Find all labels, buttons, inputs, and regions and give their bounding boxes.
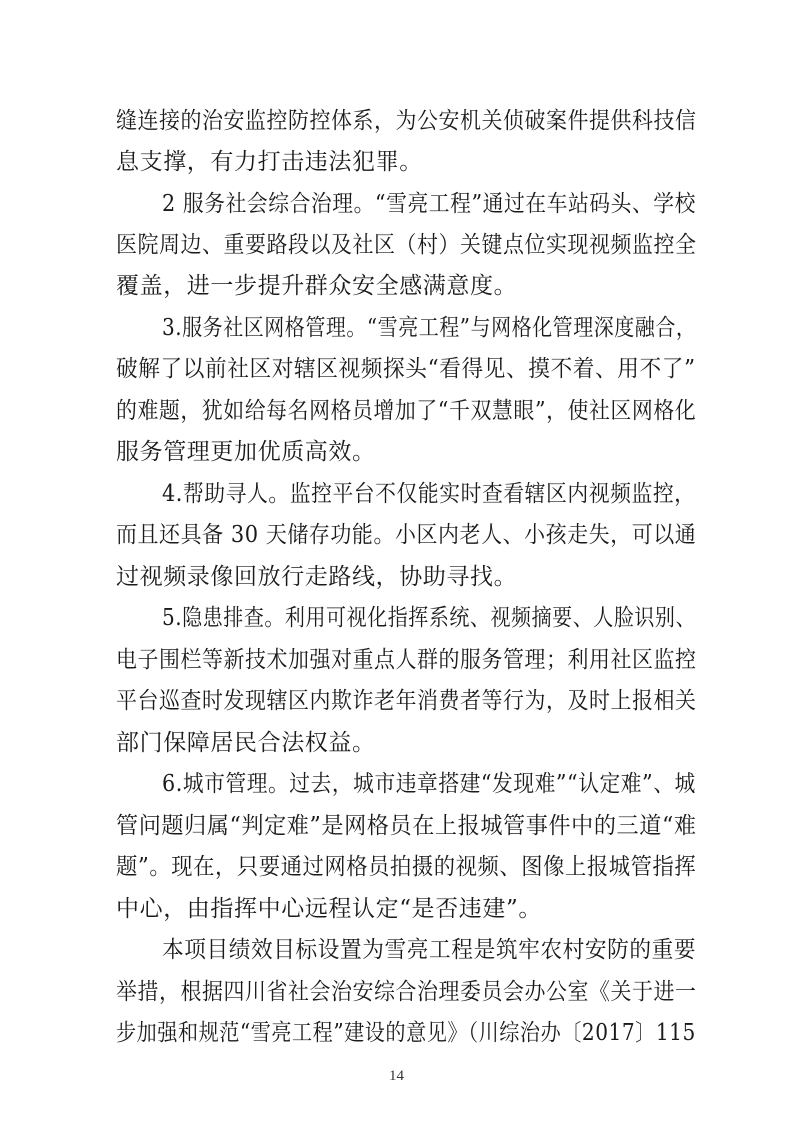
paragraph-6-start: 6.城市管理。过去，城市违章搭建“发现难”“认定难”、城 xyxy=(162,771,696,797)
text-line-8: 的难题，犹如给每名网格员增加了“千双慧眼”，使社区网格化 xyxy=(116,398,697,424)
text-line-4: 医院周边、重要路段以及社区（村）关键点位实现视频监控全 xyxy=(116,232,697,258)
text-line-2: 息支撑，有力打击违法犯罪。 xyxy=(116,149,423,175)
text-line-14: 电子围栏等新技术加强对重点人群的服务管理；利用社区监控 xyxy=(116,647,697,673)
paragraph-5-start: 5.隐患排查。利用可视化指挥系统、视频摘要、人脸识别、 xyxy=(162,605,697,631)
text-line-7: 破解了以前社区对辖区视频探头“看得见、摸不着、用不了” xyxy=(116,356,696,382)
text-line-1: 缝连接的治安监控防控体系，为公安机关侦破案件提供科技信 xyxy=(116,108,697,134)
text-line-5: 覆盖，进一步提升群众安全感满意度。 xyxy=(116,273,518,299)
paragraph-7-start: 本项目绩效目标设置为雪亮工程是筑牢农村安防的重要 xyxy=(162,937,697,963)
paragraph-2-start: 2 服务社会综合治理。“雪亮工程”通过在车站码头、学校 xyxy=(162,191,696,217)
text-line-23: 步加强和规范“雪亮工程”建设的意见》（川综治办〔2017〕115 xyxy=(116,1020,696,1046)
paragraph-4-start: 4.帮助寻人。监控平台不仅能实时查看辖区内视频监控， xyxy=(162,481,696,507)
text-line-15: 平台巡查时发现辖区内欺诈老年消费者等行为，及时上报相关 xyxy=(116,688,697,714)
text-line-19: 题”。现在，只要通过网格员拍摄的视频、图像上报城管指挥 xyxy=(116,854,697,880)
text-line-16: 部门保障居民合法权益。 xyxy=(116,730,376,756)
text-line-18: 管问题归属“判定难”是网格员在上报城管事件中的三道“难 xyxy=(116,813,697,839)
text-line-9: 服务管理更加优质高效。 xyxy=(116,439,376,465)
text-line-20: 中心，由指挥中心远程认定“是否违建”。 xyxy=(116,896,542,922)
text-line-12: 过视频录像回放行走路线，协助寻找。 xyxy=(116,564,518,590)
page-number: 14 xyxy=(389,1068,404,1084)
paragraph-3-start: 3.服务社区网格管理。“雪亮工程”与网格化管理深度融合， xyxy=(162,315,697,341)
text-line-11: 而且还具备 30 天储存功能。小区内老人、小孩走失，可以通 xyxy=(116,522,697,548)
text-line-22: 举措，根据四川省社会治安综合治理委员会办公室《关于进一 xyxy=(116,979,697,1005)
